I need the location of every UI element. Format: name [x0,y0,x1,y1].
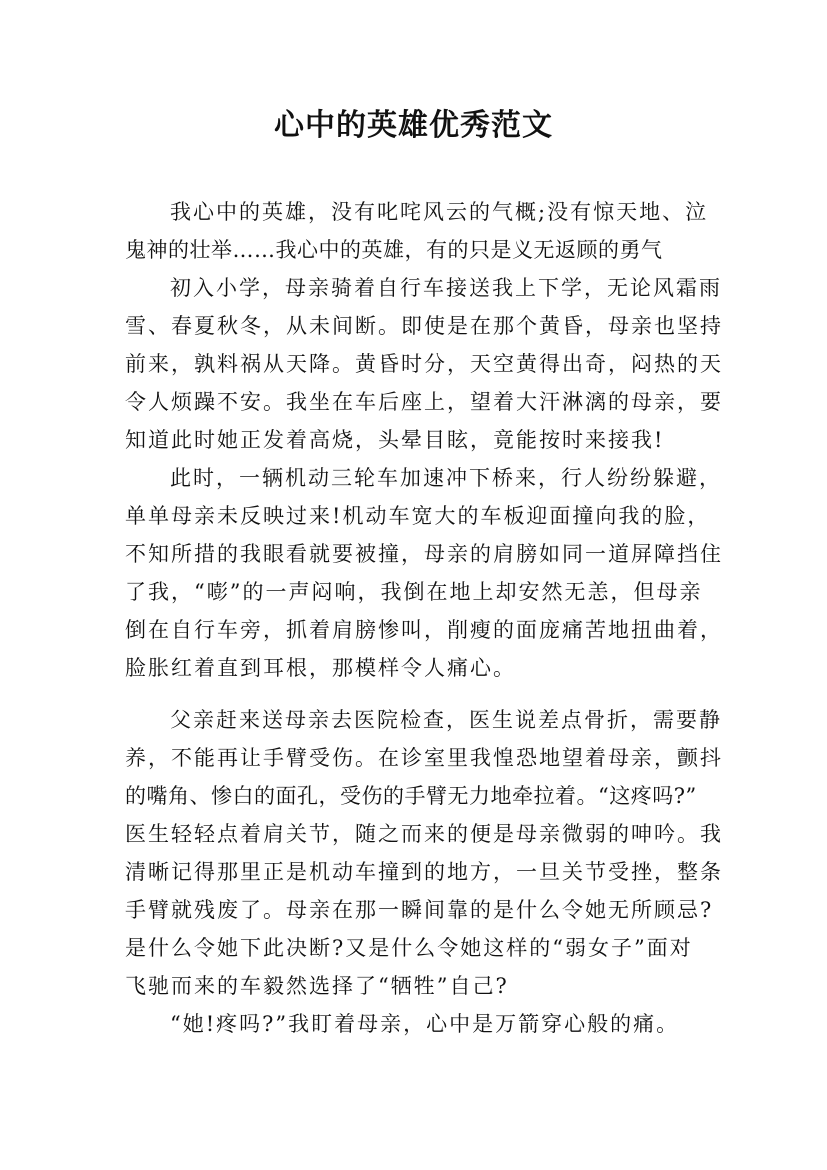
paragraph-line: 清晰记得那里正是机动车撞到的地方，一旦关节受挫，整条 [125,860,723,884]
paragraph-line: 的嘴角、惨白的面孔，受伤的手臂无力地牵拉着。“这疼吗?” [125,784,697,808]
document-title: 心中的英雄优秀范文 [274,108,553,143]
paragraph-line: 医生轻轻点着肩关节，随之而来的便是母亲微弱的呻吟。我 [125,822,723,846]
paragraph-line: “她!疼吗?”我盯着母亲，心中是万箭穿心般的痛。 [170,1012,680,1036]
paragraph-line: 养，不能再让手臂受伤。在诊室里我惶恐地望着母亲，颤抖 [125,746,723,770]
paragraph-line: 飞驰而来的车毅然选择了“牺牲”自己? [125,974,509,998]
paragraph-line: 此时，一辆机动三轮车加速冲下桥来，行人纷纷躲避， [170,466,722,490]
paragraph-line: 令人烦躁不安。我坐在车后座上，望着大汗淋漓的母亲，要 [125,390,723,414]
paragraph-line: 鬼神的壮举……我心中的英雄，有的只是义无返顾的勇气 [125,238,663,262]
paragraph-line: 前来，孰料祸从天降。黄昏时分，天空黄得出奇，闷热的天 [125,352,723,376]
paragraph-line: 初入小学，母亲骑着自行车接送我上下学，无论风霜雨 [170,276,722,300]
paragraph-line: 我心中的英雄，没有叱咤风云的气概;没有惊天地、泣 [170,200,709,224]
paragraph-line: 父亲赶来送母亲去医院检查，医生说差点骨折，需要静 [170,708,722,732]
paragraph-line: 倒在自行车旁，抓着肩膀惨叫，削瘦的面庞痛苦地扭曲着， [125,618,723,642]
paragraph-line: 知道此时她正发着高烧，头晕目眩，竟能按时来接我! [125,428,665,452]
paragraph-line: 脸胀红着直到耳根，那模样令人痛心。 [125,656,516,680]
paragraph-line: 单单母亲未反映过来!机动车宽大的车板迎面撞向我的脸， [125,504,711,528]
paragraph-line: 不知所措的我眼看就要被撞，母亲的肩膀如同一道屏障挡住 [125,542,723,566]
paragraph-line: 是什么令她下此决断?又是什么令她这样的“弱女子”面对 [125,936,693,960]
paragraph-line: 雪、春夏秋冬，从未间断。即使是在那个黄昏，母亲也坚持 [125,314,723,338]
paragraph-line: 了我，“嘭”的一声闷响，我倒在地上却安然无恙，但母亲 [125,580,703,604]
paragraph-line: 手臂就残废了。母亲在那一瞬间靠的是什么令她无所顾忌? [125,898,714,922]
